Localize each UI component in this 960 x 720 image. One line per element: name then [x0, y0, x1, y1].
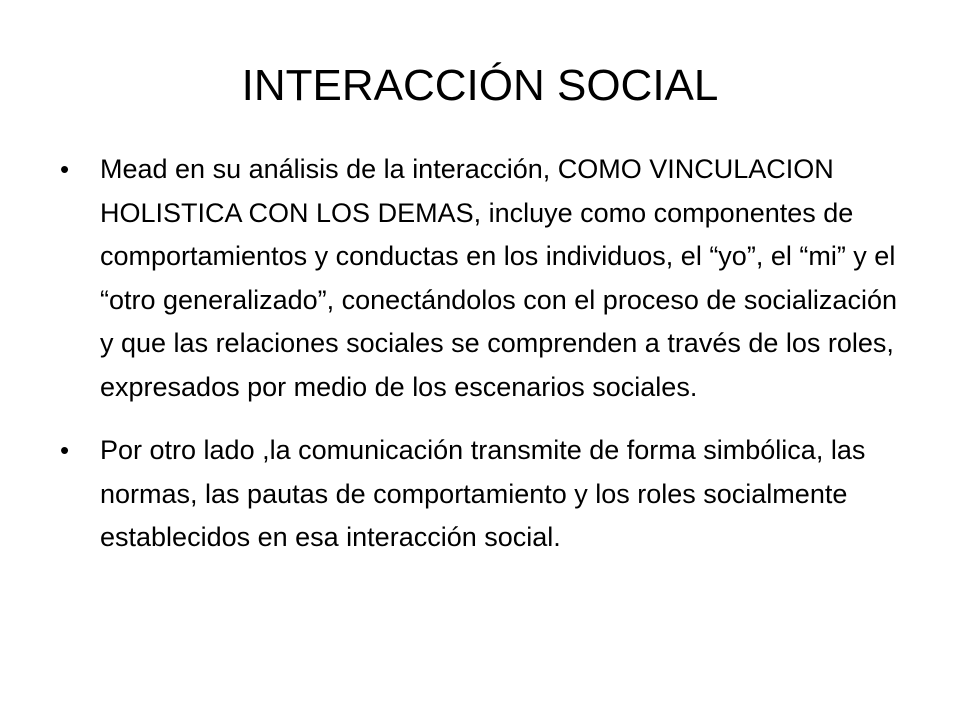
bullet-list [60, 148, 910, 580]
bullet-text: Mead en su análisis de la interacción, COMO VINCULACION HOLISTICA CON LOS DEMAS, incluye como componentes de comportamientos y conductas en los individuos, el “yo”, el “mi” y el “otro generalizado”, conectándolos con el proceso de socialización y que las relaciones sociales se comprenden a través de los roles, expresados por medio de los escenarios sociales. [100, 154, 897, 402]
bullet-text: Por otro lado ,la comunicación transmite de forma simbólica, las normas, las pautas de comportamiento y los roles socialmente establecidos en esa interacción social. [100, 435, 866, 552]
bullet-marker-icon: • [60, 435, 70, 465]
bullet-item-2 [60, 429, 910, 560]
slide-title: INTERACCIÓN SOCIAL [241, 61, 719, 110]
bullet-item-1 [60, 148, 910, 409]
bullet-marker-icon: • [60, 154, 70, 184]
